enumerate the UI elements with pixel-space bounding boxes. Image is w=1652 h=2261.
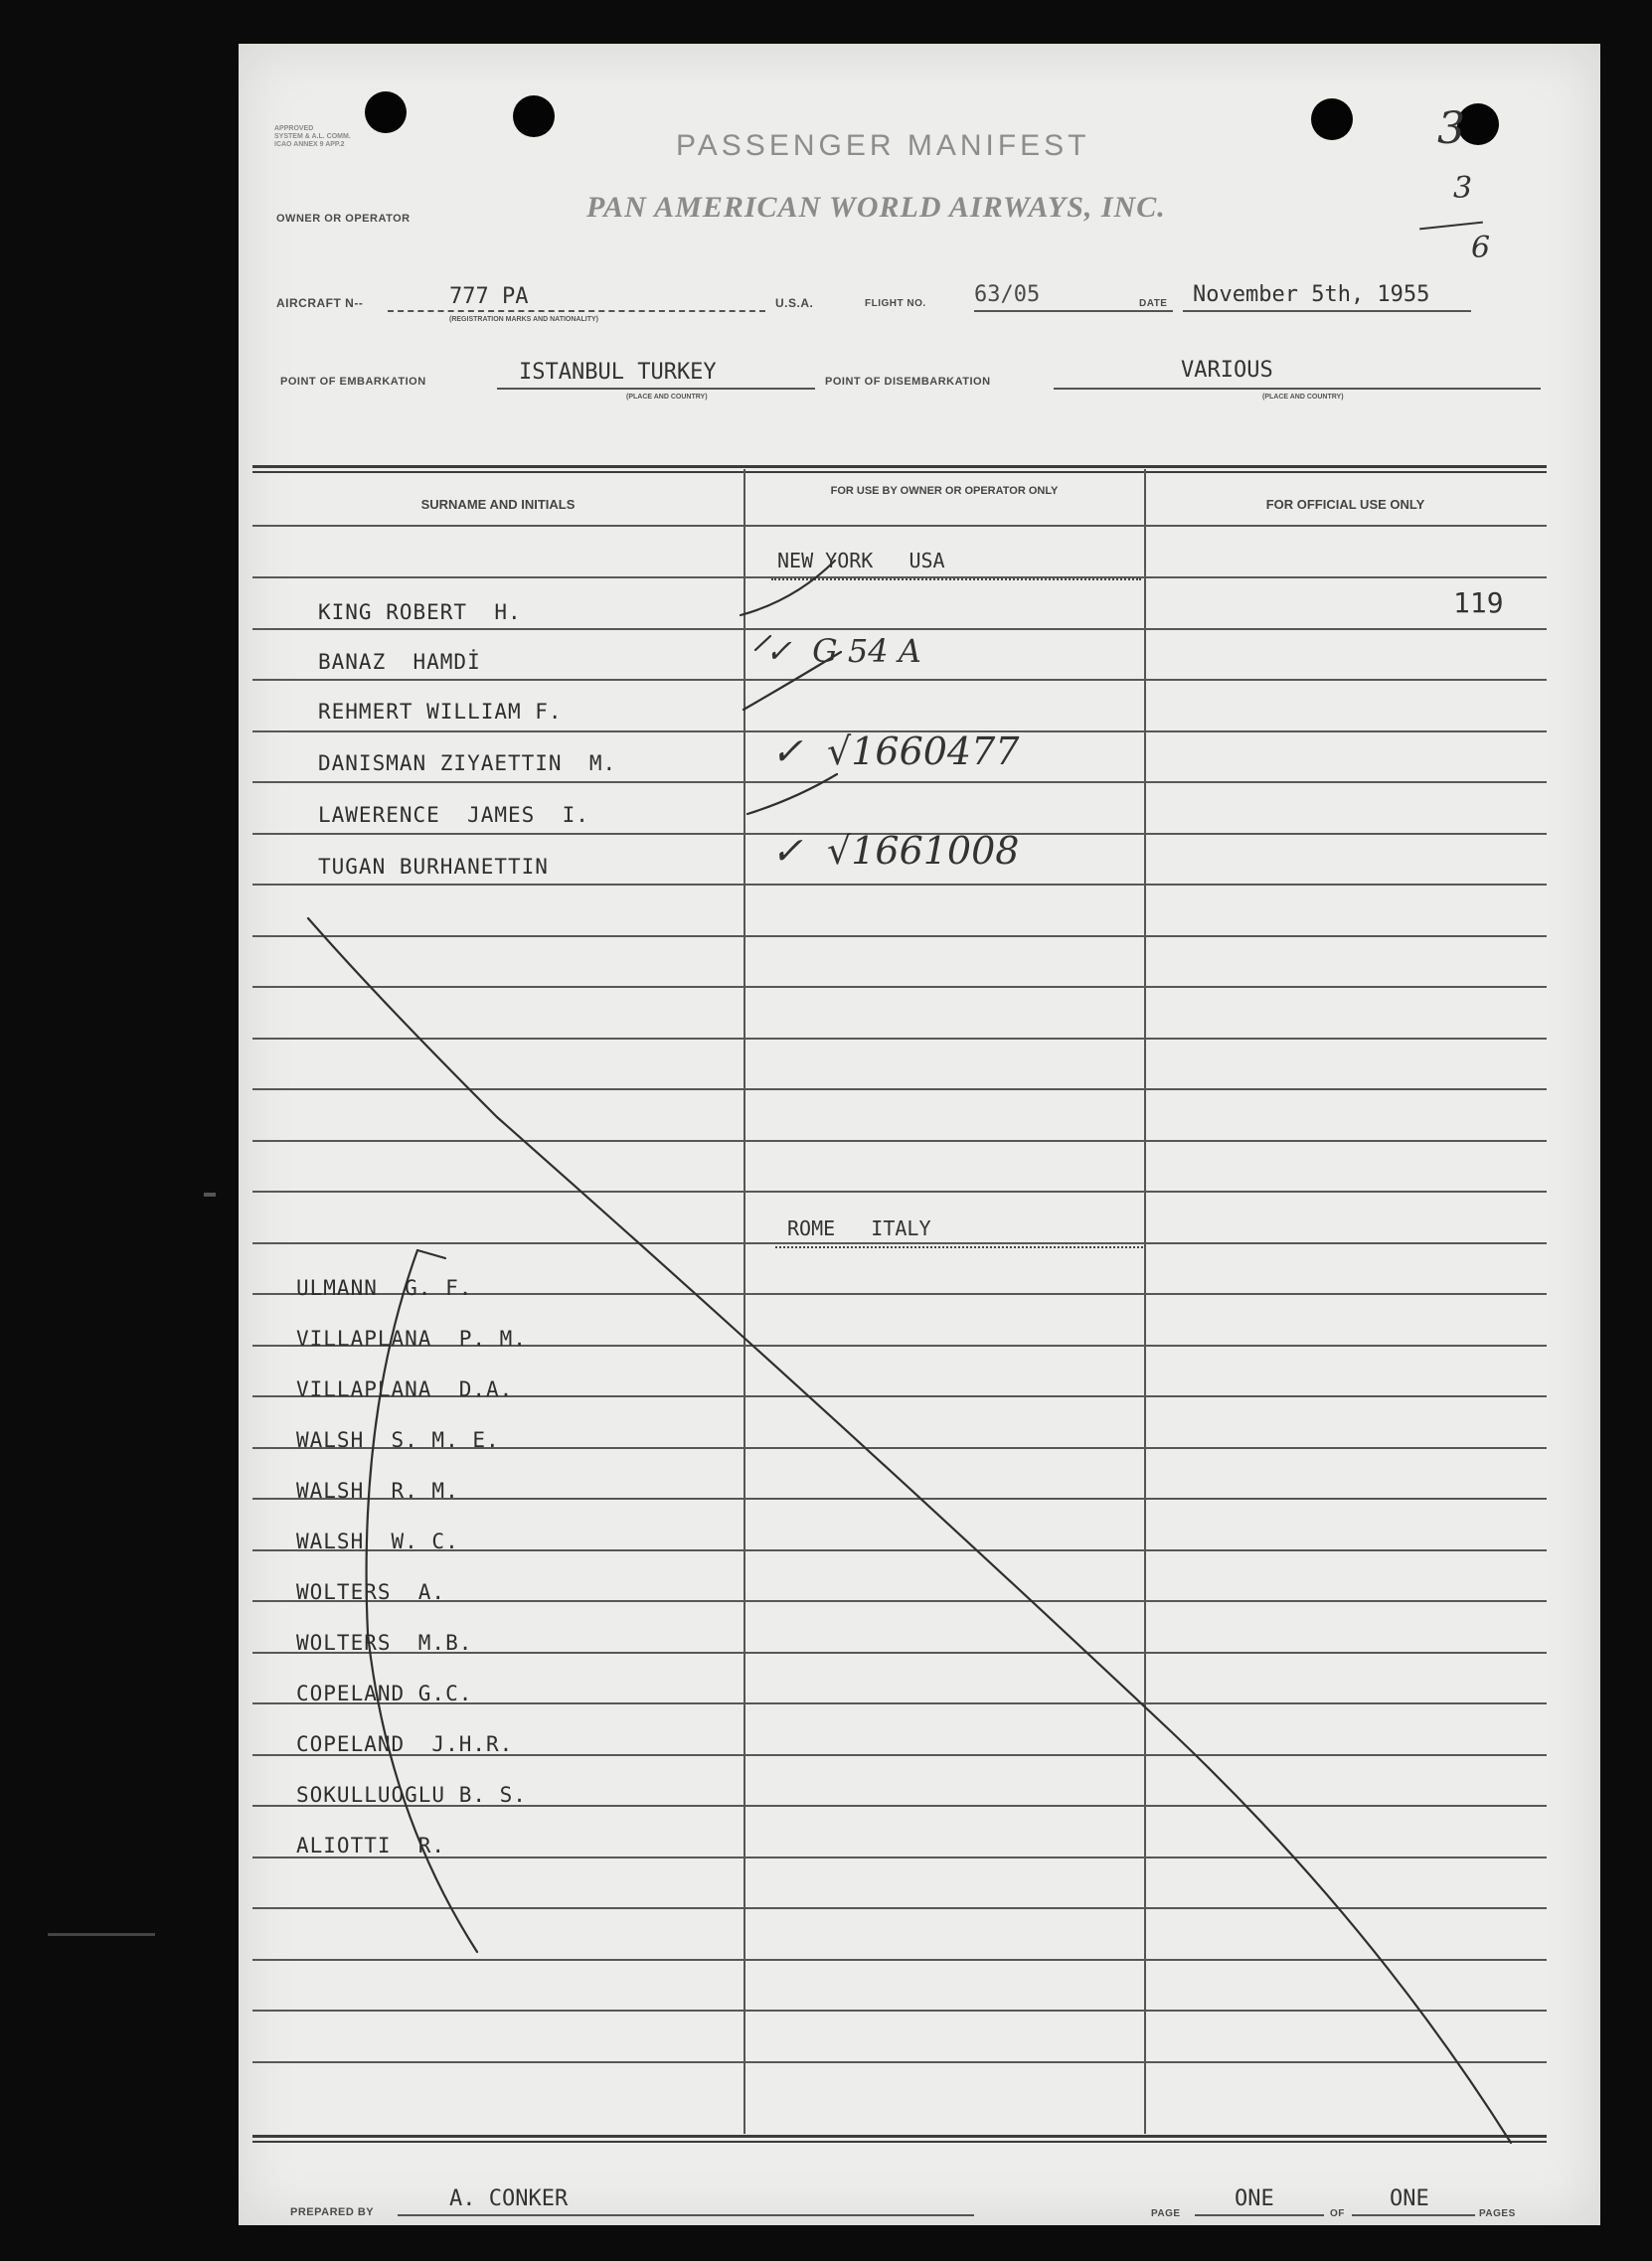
official-use-header: FOR OFFICIAL USE ONLY: [1265, 497, 1425, 512]
handwritten-entry: ✓ G 54 A: [765, 632, 921, 670]
official-note: 119: [1453, 586, 1504, 619]
cancellation-curve: [367, 1250, 477, 1952]
pages-value: ONE: [1390, 2186, 1429, 2211]
date-value: November 5th, 1955: [1193, 282, 1430, 307]
passenger-name: SOKULLUOGLU B. S.: [296, 1783, 527, 1807]
of-label: OF: [1330, 2208, 1345, 2219]
passenger-name: KING ROBERT H.: [318, 600, 522, 624]
manifest-sheet: [239, 44, 1600, 2225]
aircraft-value: 777 PA: [449, 284, 529, 309]
passenger-name: VILLAPLANA P. M.: [296, 1327, 527, 1351]
airline-name: PAN AMERICAN WORLD AIRWAYS, INC.: [586, 191, 1166, 224]
section-destination: NEW YORK USA: [777, 549, 945, 572]
passenger-name: COPELAND G.C.: [296, 1682, 473, 1705]
slash-mark: [747, 774, 837, 814]
slash-mark: [743, 652, 841, 710]
passenger-name: WOLTERS A.: [296, 1580, 446, 1604]
aircraft-label: AIRCRAFT N--: [276, 296, 364, 310]
approval-block: APPROVED SYSTEM & A.L. COMM. ICAO ANNEX 9 APP.2: [274, 125, 351, 148]
owner-use-header: FOR USE BY OWNER OR OPERATOR ONLY: [830, 485, 1059, 497]
disembarkation-sublabel: (PLACE AND COUNTRY): [1262, 394, 1344, 401]
passenger-name: DANISMAN ZIYAETTIN M.: [318, 751, 617, 775]
embarkation-label: POINT OF EMBARKATION: [280, 376, 426, 388]
date-label: DATE: [1139, 298, 1168, 309]
passenger-name: WALSH R. M.: [296, 1479, 459, 1503]
prepared-label: PREPARED BY: [290, 2206, 375, 2218]
passenger-name: WALSH S. M. E.: [296, 1428, 500, 1452]
slash-mark: [741, 561, 835, 615]
scan-mark: [204, 1193, 216, 1197]
cancellation-line: [308, 918, 1511, 2143]
handwritten-entry: ✓ √1661008: [771, 829, 1020, 873]
disembarkation-label: POINT OF DISEMBARKATION: [825, 376, 991, 388]
passenger-name: LAWERENCE JAMES I.: [318, 803, 589, 827]
passenger-name: VILLAPLANA D.A.: [296, 1377, 514, 1401]
page-label: PAGE: [1151, 2208, 1181, 2219]
passenger-name: COPELAND J.H.R.: [296, 1732, 514, 1756]
section-destination: ROME ITALY: [787, 1216, 931, 1240]
page-value: ONE: [1235, 2186, 1274, 2211]
check-mark: [755, 636, 770, 650]
flight-label: FLIGHT NO.: [865, 298, 926, 309]
surname-header: SURNAME AND INITIALS: [420, 497, 576, 512]
disembarkation-value: VARIOUS: [1181, 358, 1273, 383]
passenger-name: BANAZ HAMDİ: [318, 650, 481, 674]
passenger-name: ULMANN G. F.: [296, 1276, 473, 1300]
passenger-name: ALIOTTI R.: [296, 1834, 446, 1857]
passenger-name: REHMERT WILLIAM F.: [318, 700, 563, 724]
passenger-name: WALSH W. C.: [296, 1530, 459, 1553]
prepared-value: A. CONKER: [449, 2186, 569, 2211]
page-mark-top: 3: [1437, 103, 1465, 154]
handwritten-entry: ✓ √1660477: [771, 729, 1020, 773]
page-mark-fraction-num: 3: [1453, 171, 1473, 206]
aircraft-sublabel: (REGISTRATION MARKS AND NATIONALITY): [449, 316, 598, 323]
page-mark-fraction-den: 6: [1471, 231, 1491, 265]
pen-strokes: [239, 44, 1600, 2225]
flight-value: 63/05: [974, 282, 1041, 307]
form-title: PASSENGER MANIFEST: [676, 129, 1090, 162]
owner-label: OWNER OR OPERATOR: [276, 213, 411, 225]
scan-mark: [48, 1933, 155, 1936]
pages-label: PAGES: [1479, 2208, 1516, 2219]
passenger-name: WOLTERS M.B.: [296, 1631, 473, 1655]
curve-tip: [417, 1250, 445, 1258]
embarkation-value: ISTANBUL TURKEY: [519, 360, 717, 385]
usa-label: U.S.A.: [775, 296, 814, 310]
embarkation-sublabel: (PLACE AND COUNTRY): [626, 394, 708, 401]
passenger-name: TUGAN BURHANETTIN: [318, 855, 549, 879]
